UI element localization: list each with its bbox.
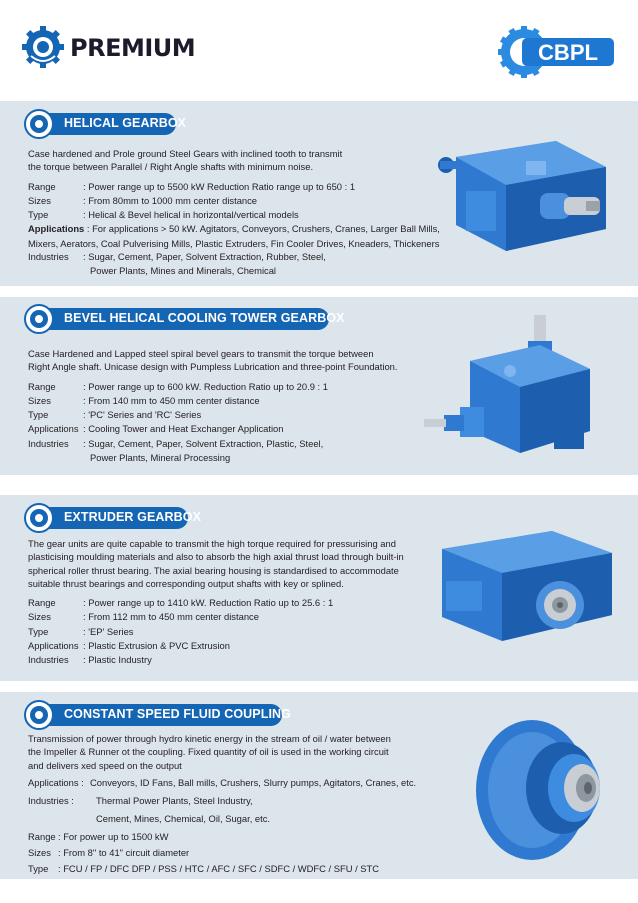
- range-value: : Power range up to 5500 kW Reduction Ratio range up to 650 : 1: [83, 180, 356, 192]
- section-banner: [30, 704, 291, 726]
- type-value: : Helical & Bevel helical in horizontal/vertical models: [83, 209, 299, 221]
- intro-line: The gear units are quite capable to transmit the high torque required for pressurising and: [28, 538, 396, 549]
- applications-value: Conveyors, ID Fans, Ball mills, Crushers, Slurry pumps, Agitators, Cranes, etc.: [90, 776, 417, 788]
- intro-line: Right Angle shaft. Unicase design with Pumpless Lubrication and three-point Foundation.: [28, 361, 398, 373]
- page-header: [0, 0, 638, 100]
- type-label: Type: [28, 209, 49, 221]
- sizes-value: : From 8" to 41" circuit diameter: [58, 846, 190, 858]
- intro-line: plasticising moulding materials and also to absorb the high axial thrust load through built-in: [28, 551, 404, 563]
- section-banner: [30, 113, 187, 135]
- intro-line: Case hardened and Prole ground Steel Gears with inclined tooth to transmit: [28, 148, 343, 159]
- industries-label: Industries: [28, 251, 69, 263]
- applications-value: : Cooling Tower and Heat Exchanger Application: [83, 423, 284, 435]
- industries-continued: Cement, Mines, Chemical, Oil, Sugar, etc.: [96, 812, 271, 824]
- sizes-value: : From 80mm to 1000 mm center distance: [83, 194, 258, 206]
- range-value: : Power range up to 1410 kW. Reduction Ratio up to 25.6 : 1: [83, 597, 334, 609]
- applications-value: : For applications > 50 kW. Agitators, Conveyors, Crushers, Cranes, Larger Ball Mills,: [86, 223, 440, 235]
- industries-label: Industries: [28, 654, 69, 666]
- applications-label: Applications: [28, 423, 79, 435]
- cbpl-logo: [498, 26, 616, 78]
- sizes-label: Sizes: [28, 846, 51, 858]
- sizes-value: : From 112 mm to 450 mm center distance: [83, 611, 259, 623]
- intro-line: and delivers xed speed on the output: [28, 759, 182, 771]
- fluid-coupling-image: [470, 710, 620, 866]
- sizes-label: Sizes: [28, 611, 51, 623]
- helical-gearbox-image: [436, 137, 616, 255]
- intro-line: the Impeller & Runner ot the coupling. Fixed quantity of oil is used in the working circuit: [28, 746, 389, 758]
- section-body: [28, 147, 440, 278]
- type-value: : 'PC' Series and 'RC' Series: [83, 409, 202, 421]
- applications-label: Applications: [28, 223, 85, 235]
- applications-value: : Plastic Extrusion & PVC Extrusion: [83, 640, 230, 652]
- helical-gearbox-section: [0, 101, 638, 286]
- section-body: [28, 537, 404, 668]
- gear-bullet-icon: [24, 109, 54, 139]
- industries-value: : Plastic Industry: [83, 654, 152, 666]
- gear-bullet-icon: [24, 503, 54, 533]
- industries-continued: Power Plants, Mineral Processing: [90, 452, 231, 464]
- applications-label: Applications :: [28, 776, 84, 788]
- sizes-label: Sizes: [28, 394, 51, 406]
- fluid-coupling-section: [0, 692, 638, 879]
- intro-line: suitable thrust bearings and corresponding output shafts with key or splined.: [28, 577, 344, 589]
- section-body: [28, 347, 398, 464]
- type-label: Type: [28, 409, 49, 421]
- industries-value: : Sugar, Cement, Paper, Solvent Extraction, Plastic, Steel,: [83, 437, 324, 449]
- range-value: : For power up to 1500 kW: [58, 830, 169, 842]
- gear-bullet-icon: [24, 304, 54, 334]
- sizes-value: : From 140 mm to 450 mm center distance: [83, 394, 260, 406]
- industries-value: Thermal Power Plants, Steel Industry,: [96, 794, 253, 806]
- section-title: BEVEL HELICAL COOLING TOWER GEARBOX: [64, 311, 345, 325]
- range-label: Range: [28, 380, 56, 392]
- extruder-gearbox-section: [0, 495, 638, 681]
- gear-bullet-icon: [24, 700, 54, 730]
- type-label: Type: [28, 862, 49, 874]
- sizes-label: Sizes: [28, 194, 51, 206]
- intro-line: the torque between Parallel / Right Angle shafts with minimum noise.: [28, 161, 314, 173]
- intro-line: Case Hardened and Lapped steel spiral bevel gears to transmit the torque between: [28, 348, 374, 359]
- section-title: CONSTANT SPEED FLUID COUPLING: [64, 707, 291, 721]
- cooling-tower-gearbox-image: [420, 311, 600, 461]
- intro-line: Transmission of power through hydro kinetic energy in the stream of oil / water between: [28, 733, 391, 744]
- industries-label: Industries :: [28, 794, 74, 806]
- range-label: Range: [28, 830, 56, 842]
- industries-label: Industries: [28, 437, 69, 449]
- brand-title: PREMIUM: [70, 34, 196, 62]
- extruder-gearbox-image: [432, 525, 618, 651]
- industries-value: : Sugar, Cement, Paper, Solvent Extraction, Rubber, Steel,: [83, 251, 326, 263]
- range-label: Range: [28, 597, 56, 609]
- range-value: : Power range up to 600 kW. Reduction Ratio up to 20.9 : 1: [83, 380, 328, 392]
- section-banner: [30, 507, 202, 529]
- type-label: Type: [28, 625, 49, 637]
- range-label: Range: [28, 180, 56, 192]
- type-value: : FCU / FP / DFC DFP / PSS / HTC / AFC / SFC / SDFC / WDFC / SFU / STC: [58, 862, 380, 874]
- section-title: EXTRUDER GEARBOX: [64, 510, 202, 524]
- applications-continued: Mixers, Aerators, Coal Pulverising Mills, Plastic Extruders, Fin Cooler Drives, Kneaders, Thickeners: [28, 237, 440, 249]
- logo-text: CBPL: [538, 40, 598, 65]
- section-body: [28, 732, 417, 878]
- type-value: : 'EP' Series: [83, 625, 134, 637]
- bevel-helical-cooling-tower-section: [0, 297, 638, 475]
- industries-continued: Power Plants, Mines and Minerals, Chemical: [90, 265, 277, 277]
- gear-logo-icon: [22, 26, 64, 68]
- applications-label: Applications: [28, 640, 79, 652]
- section-title: HELICAL GEARBOX: [64, 116, 187, 130]
- section-banner: [30, 308, 345, 330]
- intro-line: spherical roller thrust bearing. The axial bearing housing is standardised to accommodate: [28, 564, 399, 576]
